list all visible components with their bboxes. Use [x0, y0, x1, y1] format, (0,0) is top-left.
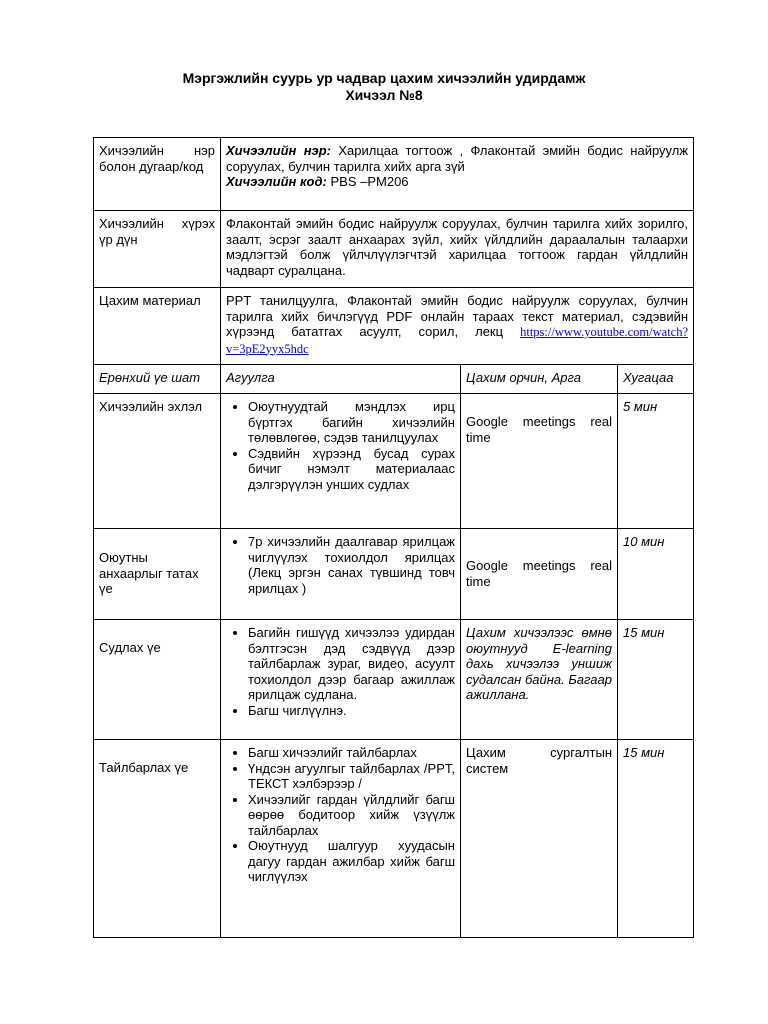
lesson-name-label: Хичээлийн нэр:: [226, 143, 331, 158]
info-label: [94, 138, 221, 211]
info-label-text: Цахим материал: [99, 293, 201, 308]
list-item: • Сэдвийн хүрээнд бусад сурах бичиг нэмэлт материалаас дэлгэрүүлэн унших судлах: [248, 446, 455, 493]
info-row-materials: [94, 288, 694, 365]
stage-content-list: [226, 745, 455, 885]
stage-content: [221, 620, 461, 740]
lesson-number: Хичээл №8: [345, 87, 423, 103]
stage-method: [461, 394, 618, 529]
stage-name: Тайлбарлах үе: [94, 740, 221, 938]
table-row: [94, 529, 694, 620]
youtube-link[interactable]: https://www.youtube.com/watch?v=3pE2yyx5hdc: [226, 325, 689, 356]
info-label: [94, 211, 221, 288]
stage-content: [221, 394, 461, 529]
stage-content: [221, 740, 461, 938]
list-item: • Багш чиглүүлнэ.: [248, 703, 455, 719]
lesson-name-value: Харилцаа тогтоож , Флаконтай эмийн бодис найруулж соруулах, булчин тарилга хийх арга зүй: [226, 143, 689, 174]
lesson-code-value: PBS –PM206: [326, 174, 409, 189]
lesson-code-label: Хичээлийн код:: [226, 174, 327, 189]
stage-name: Судлах үе: [94, 620, 221, 740]
stage-name: Хичээлийн эхлэл: [94, 394, 221, 529]
materials-text: PPT танилцуулга, Флаконтай эмийн бодис найруулж соруулах, булчин тарилга хийх бичлэгүүд PDF онлайн тараах текст материал, сэдэвийн хүрээнд бататгах асуулт, сорил, лекц: [226, 293, 689, 339]
stage-method: Цахим сургалтын систем: [461, 740, 618, 938]
info-label-text: Хичээлийн хүрэх үр дүн: [99, 216, 215, 247]
info-value: [221, 138, 694, 211]
info-label: [94, 288, 221, 365]
info-row-lesson-name: [94, 138, 694, 211]
table-row: [94, 620, 694, 740]
stage-content: [221, 529, 461, 620]
table-row: [94, 394, 694, 529]
stage-duration: 5 мин: [618, 394, 694, 529]
header-method: Цахим орчин, Арга: [461, 365, 618, 394]
document-title: [0, 70, 768, 104]
stage-duration: 15 мин: [618, 740, 694, 938]
list-item: • Үндсэн агуулгыг тайлбарлах /PPT, ТЕКСТ хэлбэрээр /: [248, 761, 455, 792]
table-row: [94, 740, 694, 938]
list-item: • Хичээлийг гардан үйлдлийг багш өөрөө бодитоор хийж үзүүлж тайлбарлах: [248, 792, 455, 839]
stage-content-list: [226, 625, 455, 718]
info-label-text: Хичээлийн нэр болон дугаар/код: [99, 143, 215, 174]
document-title-line1: Мэргэжлийн суурь ур чадвар цахим хичээлийн удирдамж: [182, 70, 586, 86]
header-stage: Ерөнхий үе шат: [94, 365, 221, 394]
stage-method: Цахим хичээлээс өмнө оюутнууд E-learning дахь хичээлээ уншиж судалсан байна. Багаар ажиллана.: [461, 620, 618, 740]
list-item: • Оюутнуудтай мэндлэх ирц бүртгэх багийн хичээлийн төлөвлөгөө, сэдэв танилцуулах: [248, 399, 455, 446]
list-item: • 7р хичээлийн даалгавар ярилцаж чиглүүлэх тохиолдол ярилцах (Лекц эргэн санах түвшинд товч ярилцах ): [248, 534, 455, 596]
stage-content-list: [226, 399, 455, 492]
info-value: Флаконтай эмийн бодис найруулж соруулах, булчин тарилга хийх зорилго, заалт, эсрэг заалт анхаарах зүйл, хийх үйлдлийн дараалалын талаархи мэдлэгтэй болж үйлчлүүлэгчтэй харилцаа тогтоож гардан үйлдлийн чадварт суралцана.: [221, 211, 694, 288]
info-value: [221, 288, 694, 365]
list-item: • Багш хичээлийг тайлбарлах: [248, 745, 455, 761]
stage-method-text: Google meetings real time: [466, 558, 612, 589]
stage-method-text: Google meetings real time: [466, 414, 612, 445]
lesson-plan-table: [93, 137, 694, 938]
table-header-row: [94, 365, 694, 394]
stage-name: Оюутны анхаарлыг татах үе: [94, 529, 221, 620]
info-row-outcome: [94, 211, 694, 288]
stage-duration: 15 мин: [618, 620, 694, 740]
header-content: Агуулга: [221, 365, 461, 394]
list-item: • Оюутнууд шалгуур хуудасын дагуу гардан ажилбар хийж багш чиглүүлэх: [248, 838, 455, 885]
stage-duration: 10 мин: [618, 529, 694, 620]
header-duration: Хугацаа: [618, 365, 694, 394]
stage-content-list: [226, 534, 455, 596]
list-item: • Багийн гишүүд хичээлээ удирдан бэлтгэсэн дэд сэдвүүд дээр тайлбарлаж зураг, видео, асуулт тохиолдол дээр багаар ажиллаж ярилцаж судлана.: [248, 625, 455, 703]
stage-method: [461, 529, 618, 620]
